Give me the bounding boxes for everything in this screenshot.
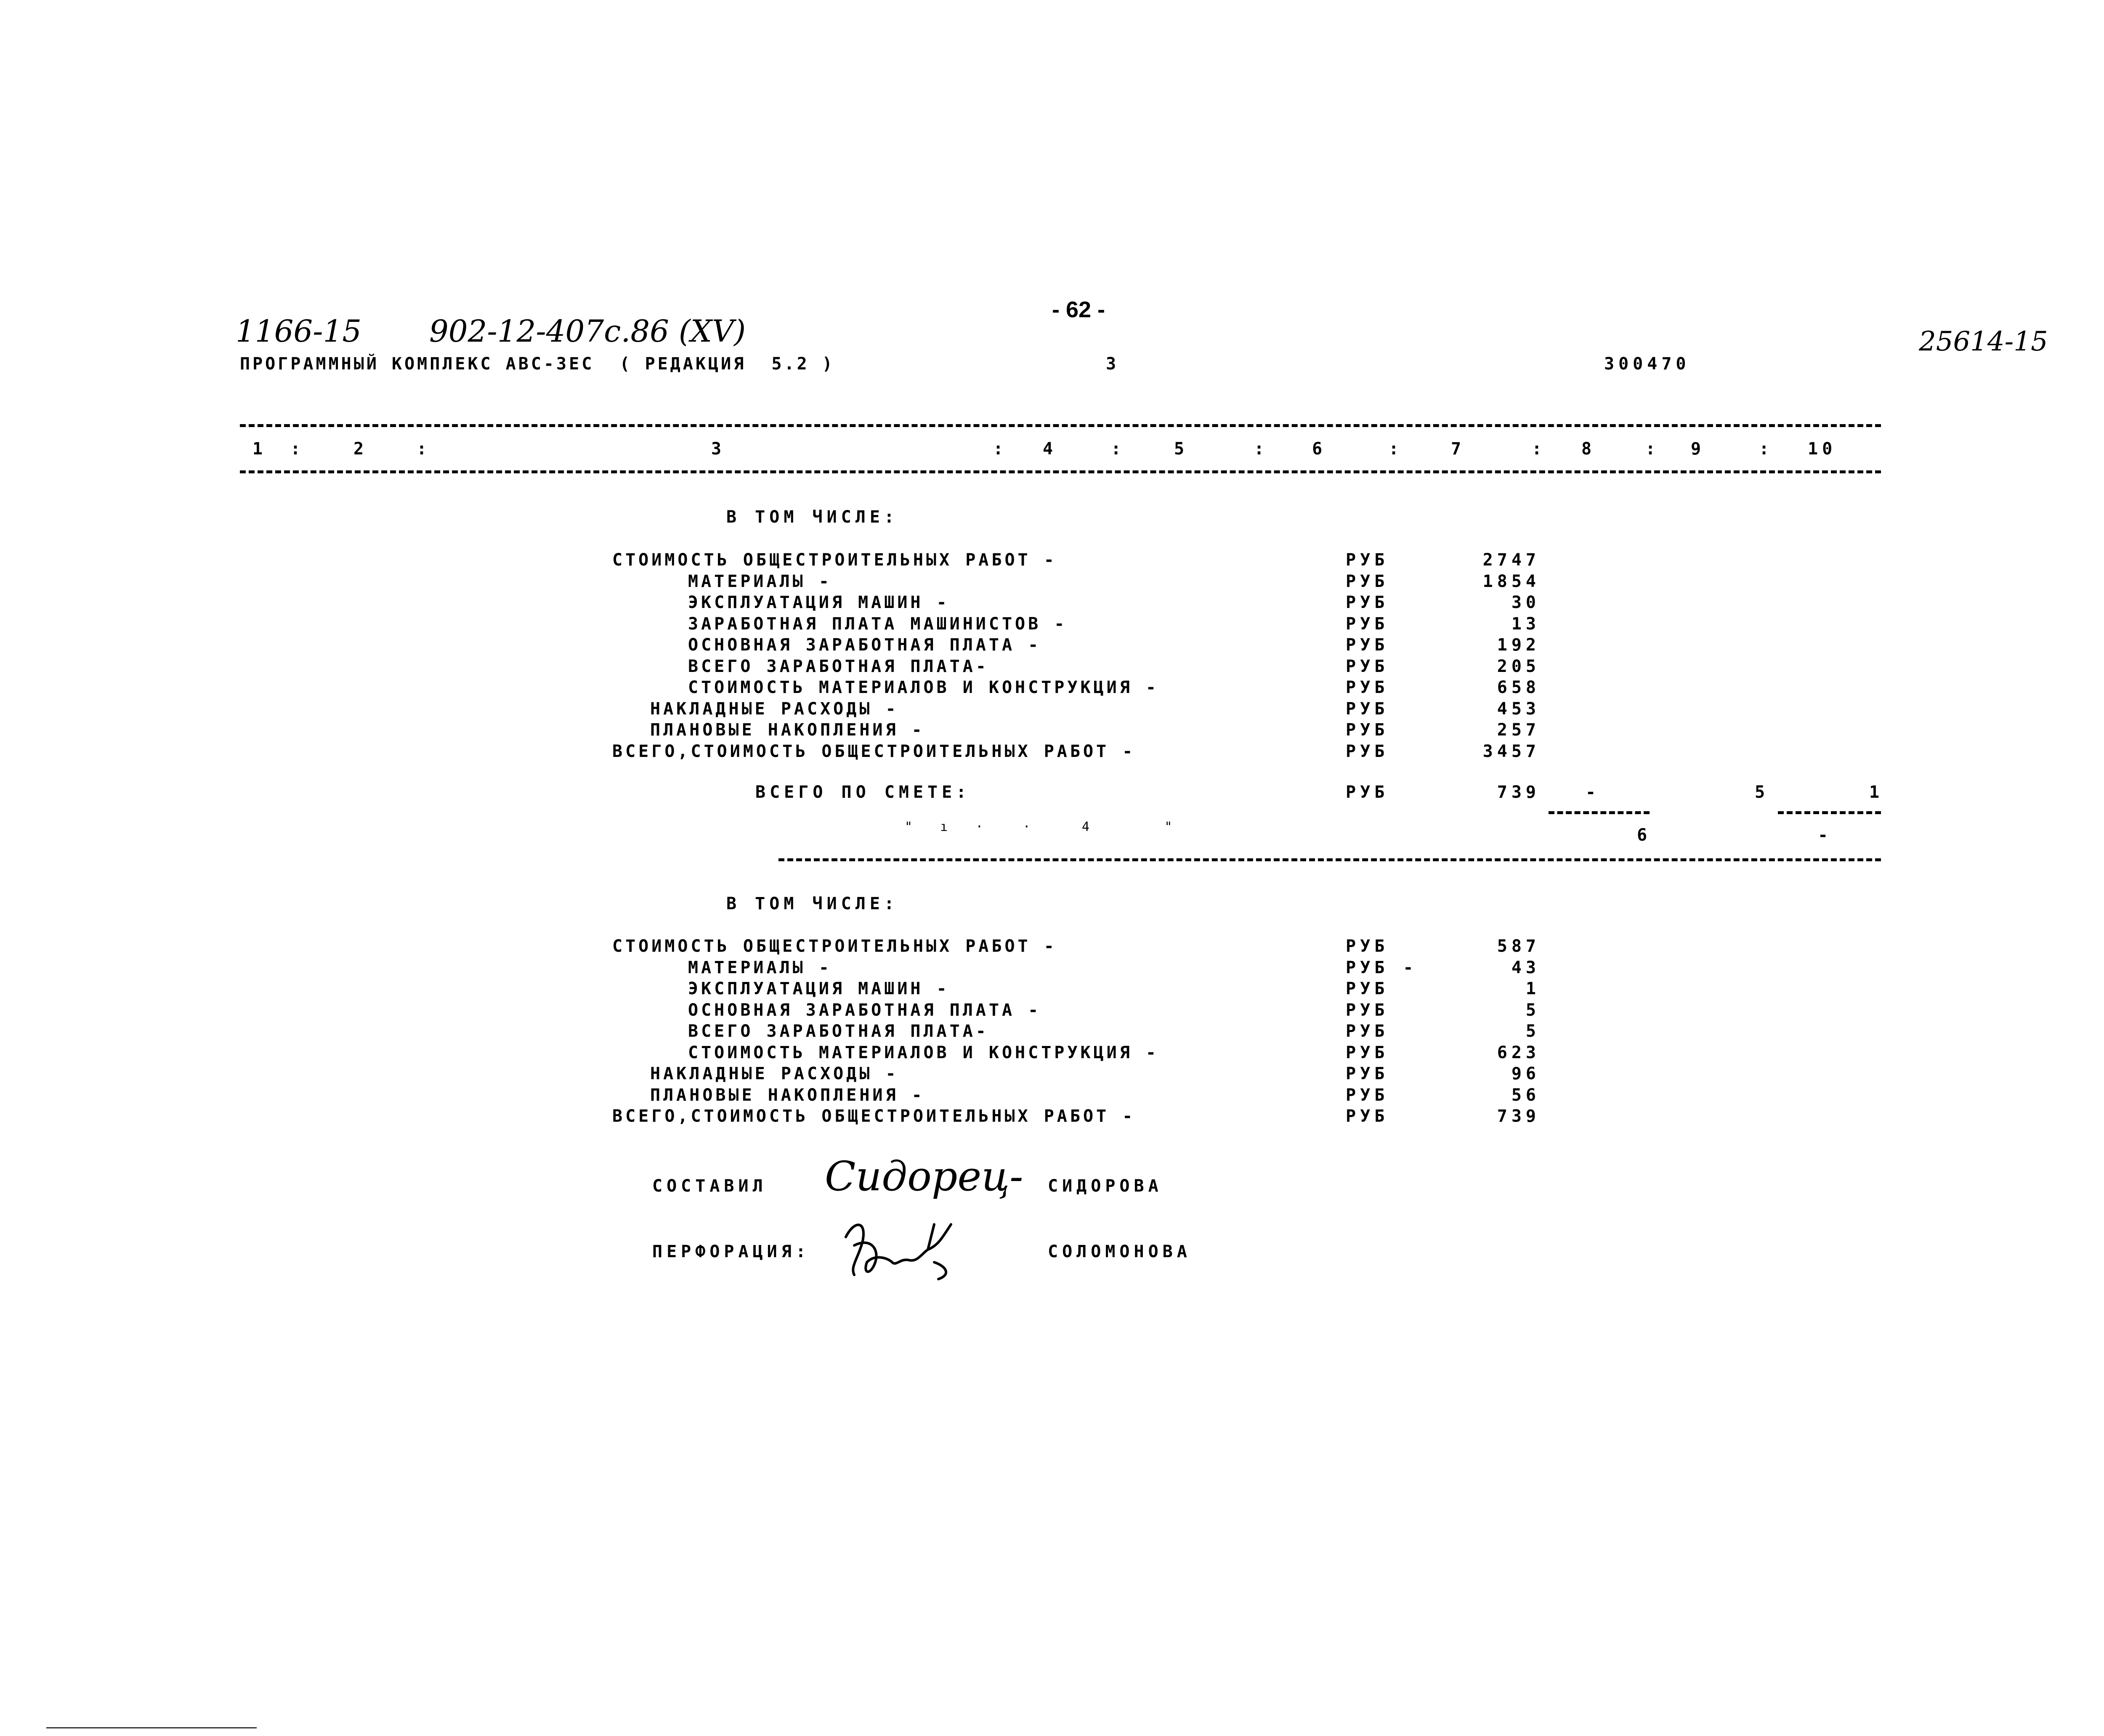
composed-by-label: СОСТАВИЛ — [652, 1176, 767, 1196]
row-unit: РУБ — [1346, 1085, 1389, 1105]
total-col-9: 5 — [1755, 783, 1769, 802]
composed-by-name: СИДОРОВА — [1048, 1176, 1163, 1196]
column-1: 1 — [252, 439, 267, 459]
table-top-rule — [240, 424, 1881, 427]
column-8: 8 — [1581, 439, 1596, 459]
row-label: ЭКСПЛУАТАЦИЯ МАШИН - — [688, 979, 950, 998]
row-label: НАКЛАДНЫЕ РАСХОДЫ - — [650, 1064, 899, 1083]
row-value: 739 — [1497, 1107, 1540, 1126]
row-label: ВСЕГО ЗАРАБОТНАЯ ПЛАТА- — [688, 656, 989, 676]
table-header-rule — [240, 470, 1881, 473]
row-label: МАТЕРИАЛЫ - — [688, 958, 832, 977]
row-unit: РУБ — [1346, 1022, 1389, 1041]
row-value: 56 — [1511, 1085, 1540, 1105]
row-label: ОСНОВНАЯ ЗАРАБОТНАЯ ПЛАТА - — [688, 635, 1041, 655]
perforation-label: ПЕРФОРАЦИЯ: — [652, 1242, 810, 1261]
row-unit: РУБ — [1346, 571, 1389, 591]
row-unit: РУБ — [1346, 550, 1389, 570]
document-code: 300470 — [1604, 354, 1690, 374]
column-5: 5 — [1174, 439, 1189, 459]
row-label: ВСЕГО,СТОИМОСТЬ ОБЩЕСТРОИТЕЛЬНЫХ РАБОТ - — [612, 741, 1136, 761]
total-col-10: 1 — [1869, 783, 1884, 802]
row-value: 257 — [1497, 720, 1540, 740]
row-unit: РУБ — [1346, 1000, 1389, 1020]
footer-rule — [46, 1727, 257, 1728]
row-unit: РУБ — [1346, 1043, 1389, 1062]
perforation-signature — [837, 1212, 964, 1283]
row-unit: РУБ — [1346, 1064, 1389, 1083]
row-label: НАКЛАДНЫЕ РАСХОДЫ - — [650, 699, 899, 719]
column-separator: : — [1532, 439, 1546, 459]
row-label: СТОИМОСТЬ МАТЕРИАЛОВ И КОНСТРУКЦИЯ - — [688, 1043, 1159, 1062]
total-value: 739 — [1497, 783, 1540, 802]
total-col-8-rule — [1549, 811, 1650, 814]
row-unit: РУБ — [1346, 656, 1389, 676]
row-value: 623 — [1497, 1043, 1540, 1062]
column-separator: : — [993, 439, 1008, 459]
column-separator: : — [417, 439, 431, 459]
row-value: 658 — [1497, 678, 1540, 697]
page-number: - 62 - — [1052, 297, 1105, 322]
row-label: СТОИМОСТЬ ОБЩЕСТРОИТЕЛЬНЫХ РАБОТ - — [612, 937, 1057, 956]
handwritten-doc-code: 902-12-407с.86 (XV) — [429, 313, 746, 349]
column-7: 7 — [1451, 439, 1466, 459]
column-separator: : — [1111, 439, 1126, 459]
row-value: 3457 — [1482, 741, 1540, 761]
row-label: ЭКСПЛУАТАЦИЯ МАШИН - — [688, 593, 950, 612]
row-value: 1 — [1525, 979, 1540, 998]
row-label: СТОИМОСТЬ ОБЩЕСТРОИТЕЛЬНЫХ РАБОТ - — [612, 550, 1057, 570]
row-label: ПЛАНОВЫЕ НАКОПЛЕНИЯ - — [650, 720, 925, 740]
composed-by-signature: Сидорец- — [825, 1153, 1023, 1200]
column-9: 9 — [1691, 439, 1706, 459]
row-unit: РУБ — [1346, 937, 1389, 956]
row-unit: РУБ — [1346, 720, 1389, 740]
column-separator: : — [1389, 439, 1403, 459]
column-separator: : — [1759, 439, 1774, 459]
total-unit: РУБ — [1346, 783, 1389, 802]
row-unit: РУБ — [1346, 593, 1389, 612]
row-unit: РУБ — [1346, 635, 1389, 655]
row-value: 5 — [1525, 1022, 1540, 1041]
row-unit: РУБ — [1346, 979, 1389, 998]
column-6: 6 — [1312, 439, 1327, 459]
row-value: 96 — [1511, 1064, 1540, 1083]
perforation-name: СОЛОМОНОВА — [1048, 1242, 1191, 1261]
row-unit: РУБ — [1346, 614, 1389, 634]
section-divider-rule — [778, 858, 1881, 861]
row-label: ЗАРАБОТНАЯ ПЛАТА МАШИНИСТОВ - — [688, 614, 1068, 634]
row-value: 5 — [1525, 1000, 1540, 1020]
row-value: 13 — [1511, 614, 1540, 634]
row-unit: РУБ — [1346, 741, 1389, 761]
section-2-heading: В ТОМ ЧИСЛЕ: — [726, 894, 898, 913]
row-value: 587 — [1497, 937, 1540, 956]
program-header: ПРОГРАММНЫЙ КОМПЛЕКС АВС-ЗЕС ( РЕДАКЦИЯ 5.2 ) — [240, 354, 835, 374]
column-4: 4 — [1043, 439, 1057, 459]
column-separator: : — [1254, 439, 1269, 459]
row-label: СТОИМОСТЬ МАТЕРИАЛОВ И КОНСТРУКЦИЯ - — [688, 678, 1159, 697]
sheet-number: 3 — [1106, 354, 1121, 374]
row-label: ОСНОВНАЯ ЗАРАБОТНАЯ ПЛАТА - — [688, 1000, 1041, 1020]
row-value: 43 — [1511, 958, 1540, 977]
row-label: МАТЕРИАЛЫ - — [688, 571, 832, 591]
row-value: 30 — [1511, 593, 1540, 612]
total-label: ВСЕГО ПО СМЕТЕ: — [755, 783, 971, 802]
row-label: ПЛАНОВЫЕ НАКОПЛЕНИЯ - — [650, 1085, 925, 1105]
column-separator: : — [1645, 439, 1660, 459]
row-unit: РУБ — [1346, 699, 1389, 719]
row-value: 205 — [1497, 656, 1540, 676]
row-label: ВСЕГО,СТОИМОСТЬ ОБЩЕСТРОИТЕЛЬНЫХ РАБОТ - — [612, 1107, 1136, 1126]
row-unit: РУБ — [1346, 678, 1389, 697]
handwritten-right-code: 25614-15 — [1919, 326, 2048, 357]
row-value: 2747 — [1482, 550, 1540, 570]
total-col-8: - — [1586, 783, 1600, 802]
total-sub-col-8: 6 — [1637, 826, 1652, 845]
row-value: 192 — [1497, 635, 1540, 655]
row-value: 1854 — [1482, 571, 1540, 591]
handwritten-left-code: 1166-15 — [236, 313, 362, 349]
total-col-10-rule — [1778, 811, 1881, 814]
row-value: 453 — [1497, 699, 1540, 719]
column-10: 10 — [1808, 439, 1837, 459]
total-marks: " ı · · 4 " — [905, 820, 1177, 834]
row-unit: РУБ — [1346, 1107, 1389, 1126]
column-3: 3 — [711, 439, 726, 459]
row-unit: РУБ - — [1346, 958, 1418, 977]
column-separator: : — [290, 439, 305, 459]
total-sub-col-10: - — [1818, 826, 1833, 845]
section-1-heading: В ТОМ ЧИСЛЕ: — [726, 507, 898, 527]
row-label: ВСЕГО ЗАРАБОТНАЯ ПЛАТА- — [688, 1022, 989, 1041]
column-2: 2 — [353, 439, 368, 459]
